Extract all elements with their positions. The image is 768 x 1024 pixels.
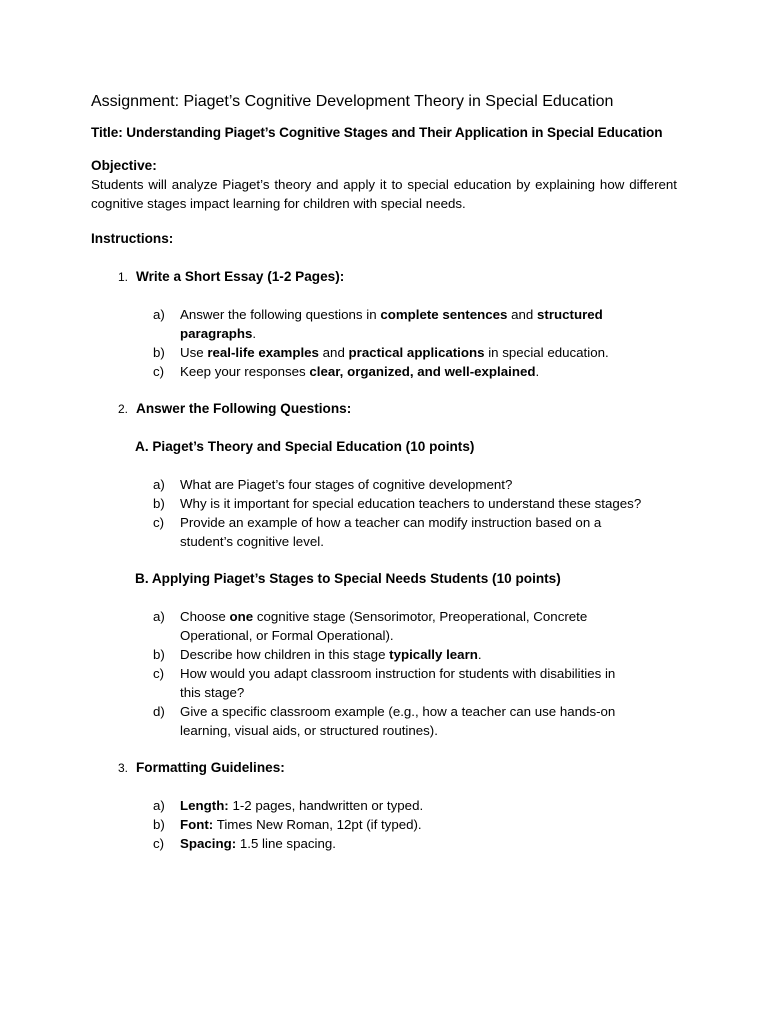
list-item: c) Keep your responses clear, organized, and well-explained. — [153, 364, 540, 379]
section-3-number: 3. — [117, 761, 128, 775]
list-item: a) Answer the following questions in complete sentences and structured paragraphs. — [153, 307, 603, 341]
section-2-title: Answer the Following Questions: — [136, 401, 352, 416]
section-1-heading — [91, 267, 677, 287]
list-item: b) Why is it important for special education teachers to understand these stages? — [153, 496, 642, 511]
list-item: c) Provide an example of how a teacher can modify instruction based on a student’s cognitive level. — [153, 515, 602, 549]
section-1-title: Write a Short Essay (1-2 Pages): — [136, 269, 345, 284]
section-1-list — [91, 305, 677, 381]
assignment-title: Title: Understanding Piaget’s Cognitive Stages and Their Application in Special Education — [91, 125, 663, 140]
list-item: c) Spacing: 1.5 line spacing. — [153, 836, 336, 851]
section-3-list — [91, 796, 677, 853]
part-b-list — [91, 607, 677, 740]
list-item: a) What are Piaget’s four stages of cognitive development? — [153, 477, 513, 492]
list-item: b) Use real-life examples and practical applications in special education. — [153, 345, 609, 360]
part-a-list — [91, 475, 677, 551]
section-3-heading — [91, 758, 677, 778]
objective-label: Objective: — [91, 158, 157, 173]
section-3-title: Formatting Guidelines: — [136, 760, 285, 775]
document-body — [91, 90, 677, 871]
part-b-title: B. Applying Piaget’s Stages to Special Needs Students (10 points) — [135, 571, 561, 586]
list-item: b) Describe how children in this stage typically learn. — [153, 647, 482, 662]
list-item: a) Length: 1-2 pages, handwritten or typed. — [153, 798, 424, 813]
list-item: b) Font: Times New Roman, 12pt (if typed). — [153, 817, 422, 832]
list-item: d) Give a specific classroom example (e.g., how a teacher can use hands-on learning, visual aids, or structured routines). — [153, 704, 616, 738]
list-item: a) Choose one cognitive stage (Sensorimotor, Preoperational, Concrete Operational, or Formal Operational). — [153, 609, 588, 643]
instructions-label: Instructions: — [91, 231, 174, 246]
section-2-number: 2. — [117, 402, 128, 416]
objective-text: Students will analyze Piaget’s theory and apply it to special education by explaining how different cognitive stages impact learning for children with special needs. — [91, 177, 677, 211]
part-a-title: A. Piaget’s Theory and Special Education (10 points) — [135, 439, 475, 454]
assignment-heading: Assignment: Piaget’s Cognitive Development Theory in Special Education — [91, 93, 614, 110]
section-2-heading — [91, 399, 677, 419]
list-item: c) How would you adapt classroom instruction for students with disabilities in this stage? — [153, 666, 616, 700]
section-1-number: 1. — [117, 270, 128, 284]
